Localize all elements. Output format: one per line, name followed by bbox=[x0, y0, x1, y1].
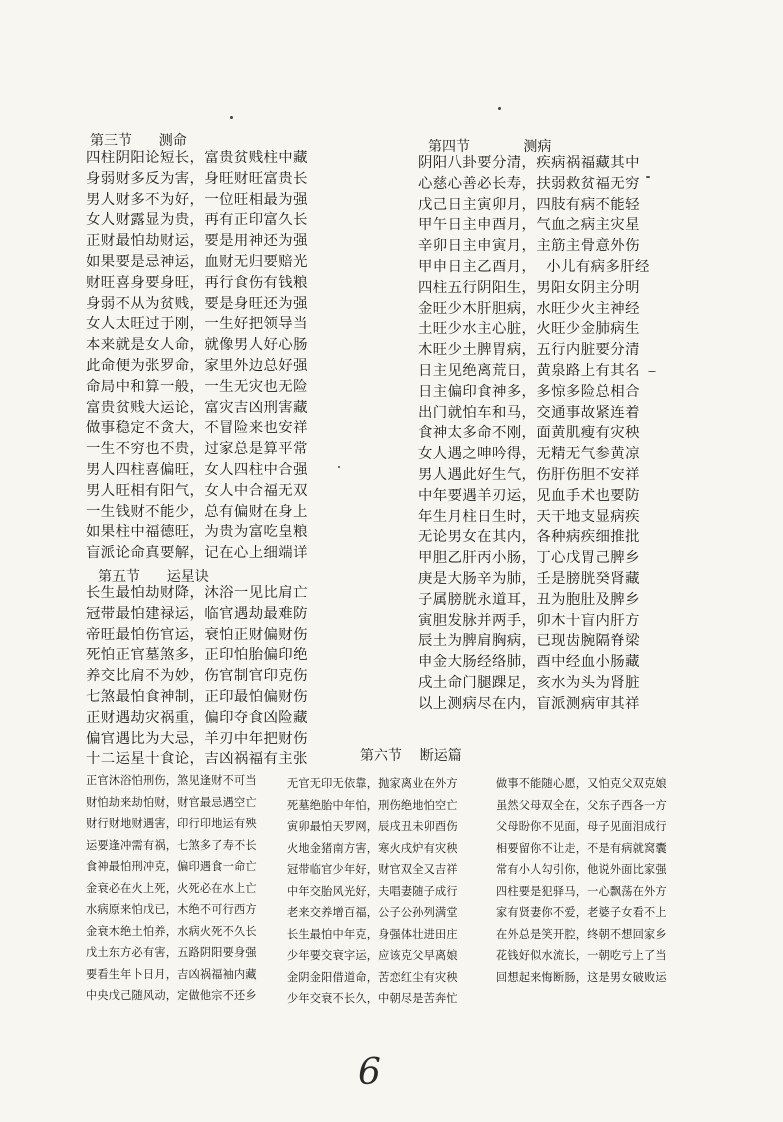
text-line: 水病原来怕戊已，木绝不可行西方 bbox=[86, 903, 257, 916]
text-line: 一生不穷也不贵，过家总是算平常 bbox=[86, 441, 308, 458]
text-line: 男人旺相有阳气，女人中合福无双 bbox=[86, 482, 308, 499]
text-line: 冠带临官少年好，财官双全又吉祥 bbox=[287, 863, 458, 876]
text-line: 申金大肠经络肺，酉中经血小肠藏 bbox=[418, 654, 640, 671]
text-line: 做事稳定不贪大，不冒险来也安祥 bbox=[86, 420, 308, 437]
text-line: 身弱不从为贫贱，要是身旺还为强 bbox=[86, 295, 308, 312]
text-line: 女人遇之呻吟得，无精无气参黄凉 bbox=[418, 446, 640, 463]
page-number: 6 bbox=[358, 1052, 381, 1093]
text-line: 十二运星十食论，吉凶祸福有主张 bbox=[86, 751, 308, 768]
text-line: 寅胆发脉并两手，卯木十盲内肝方 bbox=[418, 612, 640, 629]
text-line: 运要逢冲需有祸，七煞多了寿不长 bbox=[86, 838, 257, 852]
text-line: 死墓绝胎中年怕，刑伤绝地怕空亡 bbox=[287, 798, 458, 812]
text-line: 此命便为张罗命，家里外边总好强 bbox=[86, 357, 308, 374]
text-line: 四柱要是犯驿马，一心飘荡在外方 bbox=[496, 884, 667, 898]
text-line: 一生钱财不能少，总有偏财在身上 bbox=[86, 503, 308, 520]
text-line: 父母盼你不见面，母子见面泪成行 bbox=[496, 820, 667, 833]
text-line: 戌土命门腿踝足，亥水为头为肾脏 bbox=[418, 674, 640, 691]
text-line: 女人太旺过于刚，一生好把领导当 bbox=[86, 316, 308, 333]
text-line: 辰土为脾肩胸病，已现齿腕隔脊梁 bbox=[418, 633, 640, 650]
text-line: 长生最怕中年克，身强体壮进田庄 bbox=[287, 927, 458, 941]
text-line: 富贵贫贱大运论，富灾吉凶刑害藏 bbox=[86, 399, 308, 416]
text-line: 无官无印无依靠，抛家离业在外方 bbox=[287, 777, 458, 790]
text-line: 女人财露显为贵，再有正印富久长 bbox=[86, 212, 308, 229]
text-line: 要看生年卜日月，吉凶祸福袖内藏 bbox=[86, 967, 257, 981]
text-line: 金阴金阳借道命，苦恋红尘有灾秧 bbox=[287, 970, 458, 984]
text-line: 四柱五行阴阳生，男阳女阴主分明 bbox=[418, 279, 640, 296]
text-line: 养交比肩不为妙，伤官制官印克伤 bbox=[86, 668, 308, 685]
text-line: 盲派论命真要解，记在心上细端详 bbox=[86, 545, 308, 562]
text-line: 火地金猪南方害，寒火戌炉有灾秧 bbox=[287, 841, 458, 855]
text-line: 金衰必在火上死，火死必在水上亡 bbox=[86, 881, 257, 895]
text-line: 财行财地财遇害，印行印地运有殃 bbox=[86, 817, 257, 830]
section5-heading: 第五节 运星诀 bbox=[98, 569, 209, 585]
text-line: 长生最怕劫财降，沐浴一见比肩亡 bbox=[86, 585, 308, 601]
text-line: 以上测病尽在内，盲派测病审其祥 bbox=[418, 695, 640, 712]
text-line: 财旺喜身要身旺，再行食伤有钱粮 bbox=[86, 274, 308, 291]
text-line: 虽然父母双全在，父东子西各一方 bbox=[496, 798, 667, 812]
text-line: 庚是大肠辛为肺，壬是膀胱癸肾藏 bbox=[418, 570, 640, 587]
text-line: 日主偏印食神多，多惊多险总相合 bbox=[418, 383, 640, 400]
text-line: 戊土东方必有害，五路阴阳要身强 bbox=[86, 946, 257, 959]
section5-body bbox=[86, 583, 308, 770]
text-line: 出门就怕车和马，交通事故紧连着 bbox=[418, 404, 640, 421]
scan-speck bbox=[230, 116, 233, 119]
text-line: 财怕劫来劫怕财，财官最忌遇空亡 bbox=[86, 795, 257, 809]
text-line: 正官沐浴怕刑伤，煞见逢财不可当 bbox=[86, 774, 257, 787]
text-line: 如果柱中福德旺，为贵为富吃皇粮 bbox=[86, 524, 308, 541]
text-line: 食神太多命不刚，面黄肌瘦有灾秧 bbox=[418, 425, 640, 442]
text-line: 阴阳八卦要分清，疾病祸福藏其中 bbox=[418, 155, 640, 171]
section6-heading: 第六节 断运篇 bbox=[360, 748, 462, 764]
text-line: 甲申日主乙酉月， 小儿有病多肝经 bbox=[418, 258, 650, 275]
text-line: 中年交胎风光好，夫唱妻随子成行 bbox=[287, 884, 458, 898]
section6-column-2 bbox=[287, 773, 458, 1010]
scan-speck bbox=[338, 466, 340, 468]
text-line: 子属膀胱永道耳，丑为胞肚及脾乡 bbox=[418, 591, 640, 608]
text-line: 偏官遇比为大忌，羊刃中年把财伤 bbox=[86, 730, 308, 747]
text-line: 少年交衰不长久，中朝尽是苦奔忙 bbox=[287, 992, 458, 1005]
text-line: 辛卯日主申寅月，主筋主骨意外伤 bbox=[418, 238, 640, 255]
text-line: 身弱财多反为害，身旺财旺富贵长 bbox=[86, 170, 308, 187]
scan-speck bbox=[646, 176, 650, 178]
text-line: 无论男女在其内，各种病疾细推批 bbox=[418, 529, 640, 546]
section4-heading: 第四节 测病 bbox=[428, 139, 552, 155]
text-line: 男人财多不为好，一位旺相最为强 bbox=[86, 191, 308, 208]
text-line: 本来就是女人命，就像男人好心肠 bbox=[86, 337, 308, 354]
text-line: 正财最怕劫财运，要是用神还为强 bbox=[86, 233, 308, 250]
text-line: 木旺少土脾胃病，五行内脏要分清 bbox=[418, 342, 640, 359]
text-line: 帝旺最怕伤官运，衰怕正财偏财伤 bbox=[86, 626, 308, 643]
text-line: 土旺少水主心脏，火旺少金肺病生 bbox=[418, 321, 640, 338]
text-line: 老来交养增百福，公子公孙列满堂 bbox=[287, 906, 458, 919]
text-line: 相要留你不让走，不是有病就窝囊 bbox=[496, 841, 667, 855]
text-line: 金旺少木肝胆病，水旺少火主神经 bbox=[418, 300, 640, 317]
text-line: 正财遇劫灾祸重，偏印夺食凶险藏 bbox=[86, 709, 308, 726]
text-line: 日主见绝离荒日，黄泉路上有其名 bbox=[418, 362, 640, 379]
section3-heading: 第三节 测命 bbox=[90, 133, 187, 149]
text-line: 戊己日主寅卯月，四肢有病不能轻 bbox=[418, 196, 640, 213]
text-line: 死怕正官墓煞多，正印怕胎偏印绝 bbox=[86, 647, 308, 664]
text-line: 中央戊己随风动，定做他宗不还乡 bbox=[86, 989, 257, 1002]
text-line: 中年要遇羊刃运，见血手术也要防 bbox=[418, 487, 640, 504]
text-line: 男人四柱喜偏旺，女人四柱中合强 bbox=[86, 461, 308, 478]
text-line: 常有小人勾引你，他说外面比家强 bbox=[496, 863, 667, 876]
text-line: 四柱阴阳论短长，富贵贫贱柱中藏 bbox=[86, 150, 308, 166]
text-line: 甲午日主申酉月，气血之病主灾星 bbox=[418, 217, 640, 234]
section6-column-3 bbox=[496, 773, 667, 988]
text-line: 做事不能随心愿，又怕克父双克娘 bbox=[496, 777, 667, 790]
text-line: 家有贤妻你不爱，老婆子女看不上 bbox=[496, 906, 667, 919]
text-line: 食神最怕刑冲克，偏印遇食一命亡 bbox=[86, 860, 257, 873]
text-line: 冠带最怕建禄运，临官遇劫最难防 bbox=[86, 605, 308, 622]
scan-speck bbox=[648, 371, 656, 372]
scan-speck bbox=[498, 107, 501, 110]
text-line: 年生月柱日生时，天干地支显病疾 bbox=[418, 508, 640, 525]
text-line: 命局中和算一般，一生无灾也无险 bbox=[86, 378, 308, 395]
text-line: 甲胆乙肝丙小肠，丁心戊胃己脾乡 bbox=[418, 550, 640, 567]
text-line: 在外总是笑开腔，终朝不想回家乡 bbox=[496, 927, 667, 941]
section3-body bbox=[86, 148, 308, 564]
text-line: 少年要交衰字运，应该克父早离娘 bbox=[287, 949, 458, 962]
text-line: 金衰木绝土怕养，水病火死不久长 bbox=[86, 924, 257, 938]
text-line: 心慈心善必长寿，扶弱救贫福无穷 bbox=[418, 175, 640, 192]
text-line: 回想起来悔断肠，这是男女破败运 bbox=[496, 970, 667, 984]
text-line: 男人遇此好生气，伤肝伤胆不安祥 bbox=[418, 466, 640, 483]
text-line: 花钱好似水流长，一朝吃亏上了当 bbox=[496, 949, 667, 962]
section4-body bbox=[418, 153, 650, 715]
text-line: 七煞最怕食神制，正印最怕偏财伤 bbox=[86, 688, 308, 705]
section6-column-1 bbox=[86, 770, 257, 1007]
text-line: 寅卯最怕天罗网，辰戌丑未卯酉伤 bbox=[287, 820, 458, 833]
text-line: 如果要是忌神运，血财无归要赔光 bbox=[86, 253, 308, 270]
